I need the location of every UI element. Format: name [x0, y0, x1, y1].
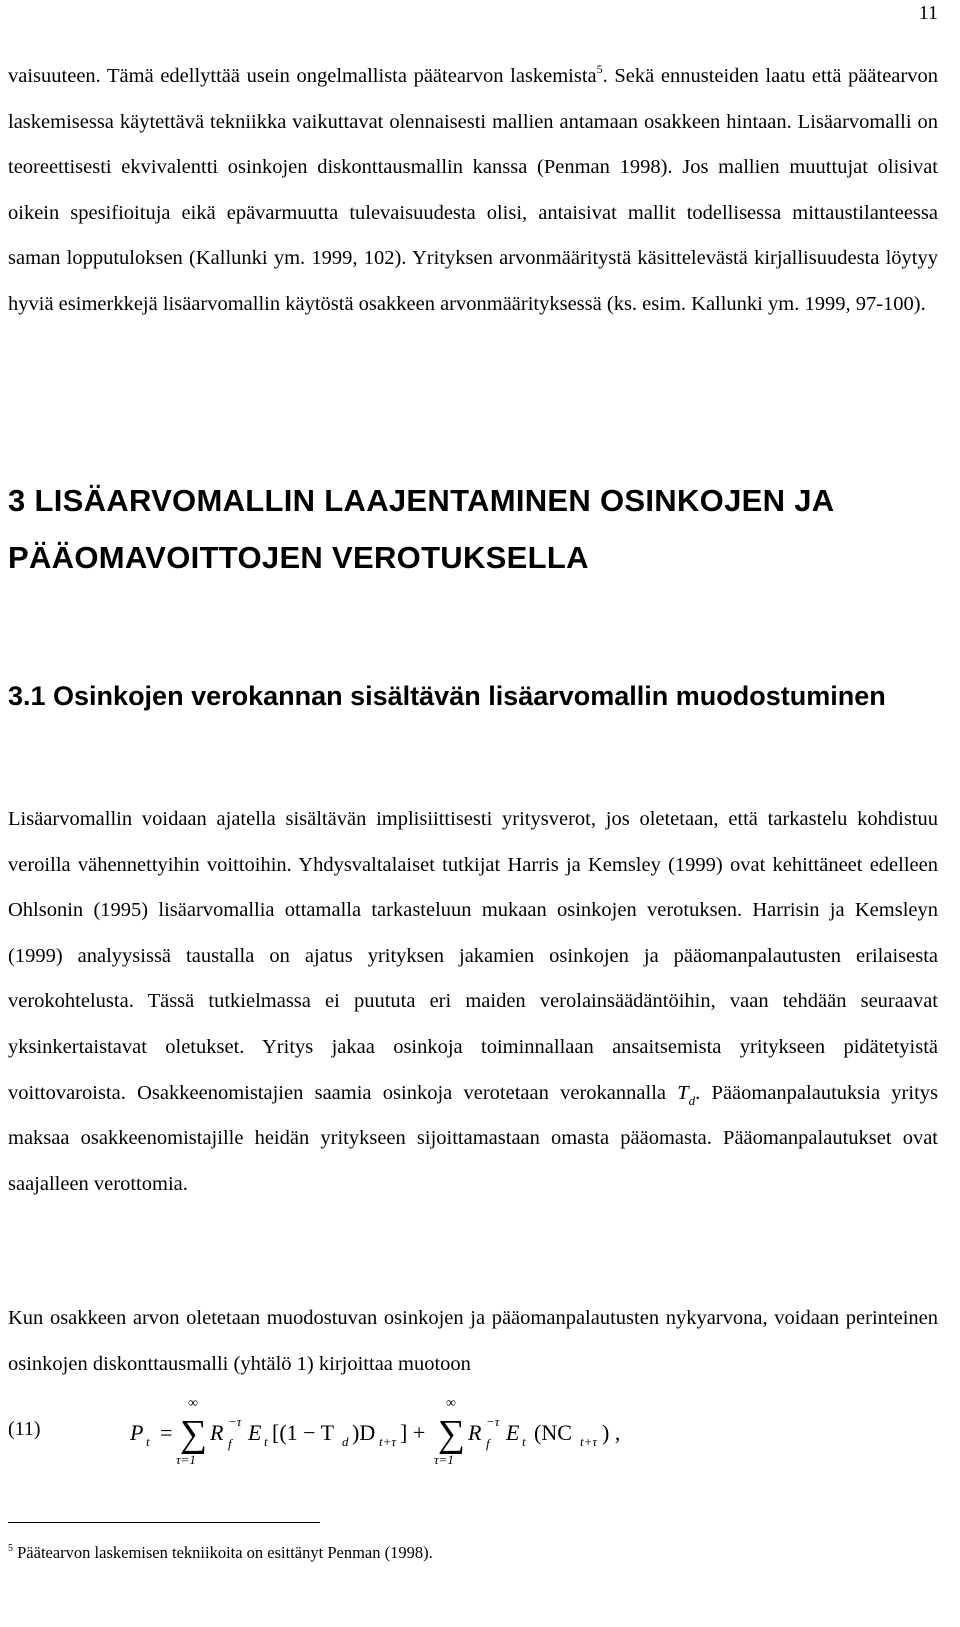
- term2-R: R: [468, 1420, 482, 1445]
- footnote-text: Päätearvon laskemisen tekniikoita on esittänyt Penman (1998).: [17, 1543, 433, 1562]
- paragraph-tax-model-text-b: . Pääomanpalautuksia yritys maksaa osakkeenomistajille heidän yritykseen sijoittamastaan omasta pääomasta. Pääomanpalautukset ovat saajalleen verottomia.: [8, 1081, 938, 1195]
- term1-R-sub: f: [228, 1436, 232, 1451]
- term2-body: (NC: [534, 1420, 572, 1445]
- page-number: 11: [918, 2, 938, 24]
- footnote: [8, 1543, 433, 1563]
- term1-mid: )D: [352, 1420, 376, 1445]
- sum1-upper: ∞: [188, 1396, 198, 1411]
- lhs-subscript: t: [146, 1434, 150, 1449]
- term1-R: R: [210, 1420, 224, 1445]
- footnote-reference: 5: [596, 62, 603, 76]
- equation-11: [0, 1390, 960, 1500]
- subsection-heading: 3.1 Osinkojen verokannan sisältävän lisäarvomallin muodostuminen: [8, 681, 886, 711]
- term2-E-sub: t: [522, 1434, 526, 1449]
- footnote-number: 5: [8, 1543, 13, 1554]
- paragraph-intro-text-a: vaisuuteen. Tämä edellyttää usein ongelmallista päätearvon laskemista: [8, 65, 597, 87]
- tax-rate-subscript: d: [688, 1092, 696, 1108]
- equals-sign: =: [160, 1420, 173, 1445]
- term2-NC-sub: t+τ: [580, 1434, 598, 1449]
- term2-E: E: [506, 1420, 520, 1445]
- term1-T-sub: d: [342, 1434, 349, 1449]
- term1-D-sub: t+τ: [379, 1434, 397, 1449]
- sum2-lower: τ=1: [434, 1452, 454, 1467]
- term1-E: E: [248, 1420, 262, 1445]
- section-heading: 3 LISÄARVOMALLIN LAAJENTAMINEN OSINKOJEN JA PÄÄOMAVOITTOJEN VEROTUKSELLA: [8, 483, 834, 575]
- paragraph-intro: [8, 54, 938, 328]
- sum1-lower: τ=1: [176, 1452, 196, 1467]
- term2-end: ) ,: [602, 1420, 621, 1445]
- lhs-symbol: P: [130, 1420, 144, 1445]
- equation-label: (11): [8, 1418, 41, 1440]
- term1-R-sup: −τ: [228, 1414, 242, 1429]
- sum1-symbol: ∑: [180, 1413, 208, 1455]
- tax-rate-symbol: T: [677, 1081, 689, 1104]
- footnote-divider: [8, 1522, 320, 1523]
- sum2-symbol: ∑: [438, 1413, 466, 1455]
- term1-E-sub: t: [264, 1434, 268, 1449]
- term1-body: [(1 − T: [272, 1420, 335, 1445]
- paragraph-tax-model: [8, 797, 938, 1207]
- term2-R-sub: f: [486, 1436, 490, 1451]
- term2-R-sup: −τ: [486, 1414, 500, 1429]
- paragraph-equation-intro: Kun osakkeen arvon oletetaan muodostuvan osinkojen ja pääomanpalautusten nykyarvona, voidaan perinteinen osinkojen diskonttausmalli (yhtälö 1) kirjoittaa muotoon: [8, 1307, 938, 1375]
- paragraph-intro-text-b: . Sekä ennusteiden laatu että päätearvon laskemisessa käytettävä tekniikka vaikuttavat olennaisesti mallien antamaan osakkeen hintaan. Lisäarvomalli on teoreettisesti ekvivalentti osinkojen diskonttausmallin kanssa (Penman 1998). Jos mallien muuttujat olisivat oikein spesifioituja eikä epävarmuutta tulevaisuudesta olisi, antaisivat mallit todellisessa mittaustilanteessa saman lopputuloksen (Kallunki ym. 1999, 102). Yrityksen arvonmääritystä käsittelevästä kirjallisuudesta löytyy hyviä esimerkkejä lisäarvomallin käytöstä osakkeen arvonmäärityksessä (ks. esim. Kallunki ym. 1999, 97-100).: [8, 65, 938, 315]
- sum2-upper: ∞: [446, 1396, 456, 1411]
- term1-end: ] +: [400, 1420, 426, 1445]
- paragraph-tax-model-text-a: Lisäarvomallin voidaan ajatella sisältävän implisiittisesti yritysverot, jos oletetaan, että tarkastelu kohdistuu veroilla vähennettyihin voittoihin. Yhdysvaltalaiset tutkijat Harris ja Kemsley (1999) ovat kehittäneet edelleen Ohlsonin (1995) lisäarvomallia ottamalla tarkasteluun mukaan osinkojen verotuksen. Harrisin ja Kemsleyn (1999) analyysissä taustalla on ajatus yrityksen jakamien osinkojen ja pääomanpalautusten erilaisesta verokohtelusta. Tässä tutkielmassa ei puututa eri maiden verolainsäädäntöihin, vaan tehdään seuraavat yksinkertaistavat oletukset. Yritys jakaa osinkoja toiminnallaan ansaitsemista yritykseen pidätetyistä voittovaroista. Osakkeenomistajien saamia osinkoja verotetaan verokannalla: [8, 808, 938, 1104]
